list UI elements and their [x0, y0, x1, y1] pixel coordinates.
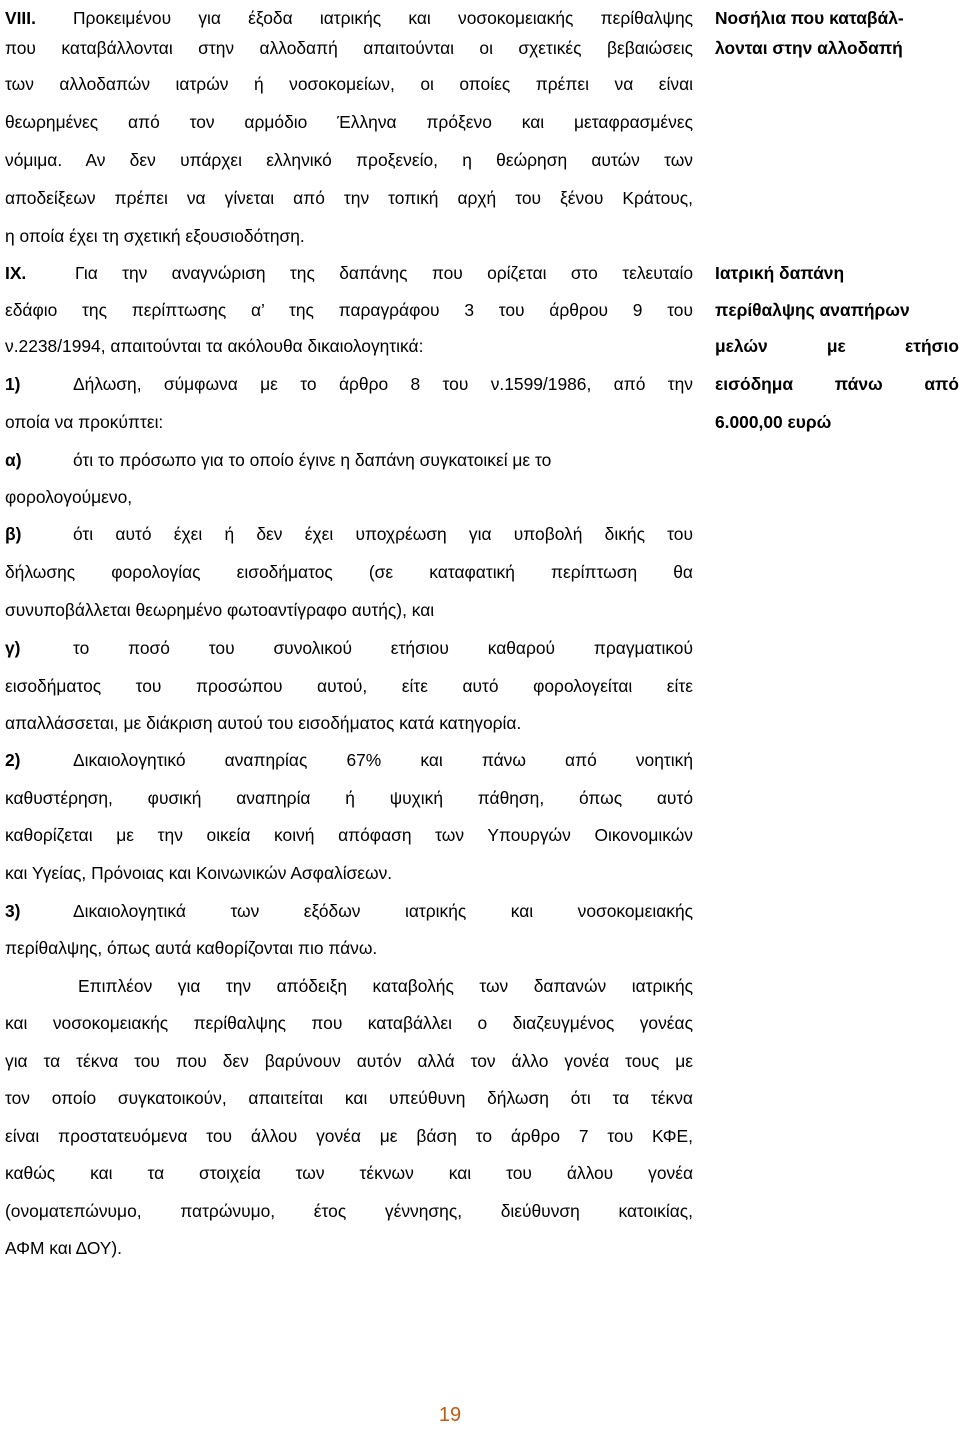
sidenote-2-line-3: μελών με ετήσιο — [715, 336, 959, 356]
item-1-number: 1) — [5, 374, 21, 394]
item-b-label: β) — [5, 524, 22, 544]
item-b-line-3: συνυποβάλλεται θεωρημένο φωτοαντίγραφο αυτής), και — [5, 600, 435, 620]
paragraph-line-6: καθώς και τα στοιχεία των τέκνων και του άλλου γονέα — [5, 1163, 693, 1183]
paragraph-line-1: Επιπλέον για την απόδειξη καταβολής των δαπανών ιατρικής — [78, 976, 693, 996]
sidenote-2-line-5: 6.000,00 ευρώ — [715, 412, 832, 432]
item-1-line-2: οποία να προκύπτει: — [5, 412, 164, 432]
section-ix-line-3: ν.2238/1994, απαιτούνται τα ακόλουθα δικαιολογητικά: — [5, 336, 424, 356]
item-3-line-2: περίθαλψης, όπως αυτά καθορίζονται πιο πάνω. — [5, 938, 378, 958]
item-c-line-3: απαλλάσσεται, με διάκριση αυτού του εισοδήματος κατά κατηγορία. — [5, 713, 522, 733]
item-2-number: 2) — [5, 750, 21, 770]
section-ix-line-1: IX. Για την αναγνώριση της δαπάνης που ορίζεται στο τελευταίο — [5, 255, 693, 291]
paragraph-line-4: τον οποίο συγκατοικούν, απαιτείται και υπεύθυνη δήλωση ότι τα τέκνα — [5, 1088, 693, 1108]
item-a-line-2: φορολογούμενο, — [5, 487, 133, 507]
item-c-label: γ) — [5, 638, 21, 658]
item-b-line-1: β) ότι αυτό έχει ή δεν έχει υποχρέωση για υποβολή δικής του — [5, 516, 693, 552]
section-viii-line-2: που καταβάλλονται στην αλλοδαπή απαιτούνται οι σχετικές βεβαιώσεις — [5, 38, 693, 58]
paragraph-line-2: και νοσοκομειακής περίθαλψης που καταβάλλει ο διαζευγμένος γονέας — [5, 1013, 693, 1033]
paragraph-line-8: ΑΦΜ και ΔΟΥ). — [5, 1238, 123, 1258]
item-3-line-1: 3) Δικαιολογητικά των εξόδων ιατρικής και νοσοκομειακής — [5, 893, 693, 929]
item-2-line-4: και Υγείας, Πρόνοιας και Κοινωνικών Ασφαλίσεων. — [5, 863, 393, 883]
item-1-line-1: 1) Δήλωση, σύμφωνα με το άρθρο 8 του ν.1599/1986, από την — [5, 366, 693, 402]
sidenote-1-line-2: λονται στην αλλοδαπή — [715, 38, 903, 58]
paragraph-line-5: είναι προστατευόμενα του άλλου γονέα με βάση το άρθρο 7 του ΚΦΕ, — [5, 1126, 693, 1146]
item-c-line-2: εισοδήματος του προσώπου αυτού, είτε αυτό φορολογείται είτε — [5, 676, 693, 696]
item-3-number: 3) — [5, 901, 21, 921]
sidenote-2-line-1: Ιατρική δαπάνη — [715, 263, 845, 283]
section-ix-line-2: εδάφιο της περίπτωσης α’ της παραγράφου 3 του άρθρου 9 του — [5, 300, 693, 320]
item-a-label: α) — [5, 450, 22, 470]
sidenote-2-line-2: περίθαλψης αναπήρων — [715, 300, 910, 320]
section-viii-line-1: VIII. Προκειμένου για έξοδα ιατρικής και νοσοκομειακής περίθαλψης — [5, 0, 693, 36]
section-viii-line-6: αποδείξεων πρέπει να γίνεται από την τοπική αρχή του ξένου Κράτους, — [5, 188, 693, 208]
page-number: 19 — [438, 1404, 462, 1426]
item-2-line-1: 2) Δικαιολογητικό αναπηρίας 67% και πάνω από νοητική — [5, 742, 693, 778]
section-viii-label: VIII. — [5, 8, 36, 28]
paragraph-line-3: για τα τέκνα του που δεν βαρύνουν αυτόν αλλά τον άλλο γονέα τους με — [5, 1051, 693, 1071]
section-viii-line-3: των αλλοδαπών ιατρών ή νοσοκομείων, οι οποίες πρέπει να είναι — [5, 74, 693, 94]
paragraph-line-7: (ονοματεπώνυμο, πατρώνυμο, έτος γέννησης, διεύθυνση κατοικίας, — [5, 1201, 693, 1221]
item-b-line-2: δήλωσης φορολογίας εισοδήματος (σε καταφατική περίπτωση θα — [5, 562, 693, 582]
section-ix-label: IX. — [5, 263, 27, 283]
sidenote-2-line-4: εισόδημα πάνω από — [715, 374, 959, 394]
section-viii-line-4: θεωρημένες από τον αρμόδιο Έλληνα πρόξενο και μεταφρασμένες — [5, 112, 693, 132]
sidenote-1-line-1: Νοσήλια που καταβάλ- — [715, 8, 904, 28]
item-a-line-1: α) ότι το πρόσωπο για το οποίο έγινε η δαπάνη συγκατοικεί με το — [5, 442, 693, 478]
section-viii-line-7: η οποία έχει τη σχετική εξουσιοδότηση. — [5, 226, 305, 246]
item-2-line-2: καθυστέρηση, φυσική αναπηρία ή ψυχική πάθηση, όπως αυτό — [5, 788, 693, 808]
section-viii-line-5: νόμιμα. Αν δεν υπάρχει ελληνικό προξενείο, η θεώρηση αυτών των — [5, 150, 693, 170]
item-c-line-1: γ) το ποσό του συνολικού ετήσιου καθαρού πραγματικού — [5, 630, 693, 666]
item-2-line-3: καθορίζεται με την οικεία κοινή απόφαση των Υπουργών Οικονομικών — [5, 825, 693, 845]
